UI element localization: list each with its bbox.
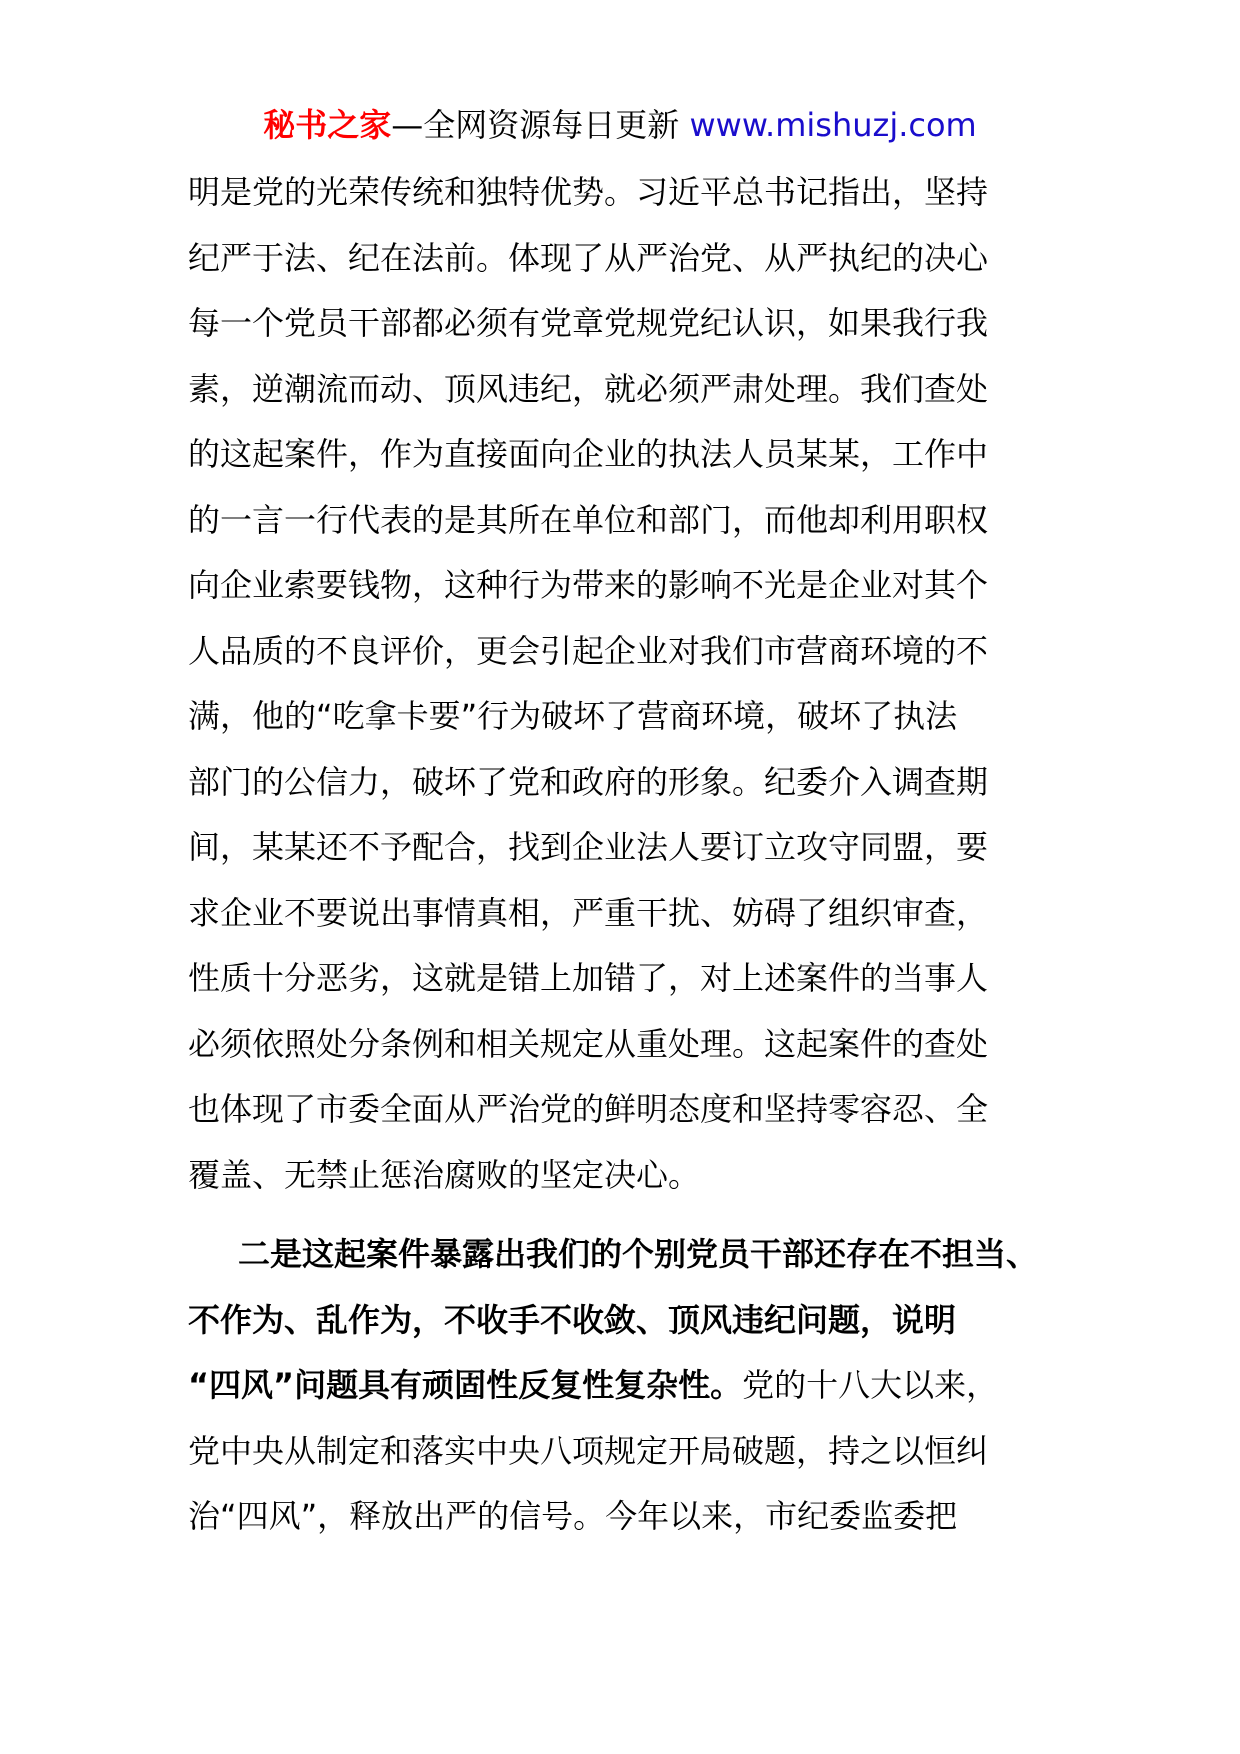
text-line: 部门的公信力，破坏了党和政府的形象。纪委介入调查期: [188, 762, 989, 801]
paragraph-2: [188, 1222, 1088, 1550]
text-line: 的这起案件，作为直接面向企业的执法人员某某，工作中: [188, 435, 989, 473]
site-brand: 秘书之家: [263, 106, 392, 144]
text-line: 向企业索要钱物，这种行为带来的影响不光是企业对其个: [188, 566, 989, 604]
text-line: 治“四风”，释放出严的信号。今年以来，市纪委监委把: [188, 1497, 958, 1535]
site-tagline: —全网资源每日更新: [391, 106, 690, 144]
site-url-link[interactable]: www.mishuzj.com: [689, 106, 977, 144]
text-line: 性质十分恶劣，这就是错上加错了，对上述案件的当事人: [188, 959, 989, 997]
text-line: 纪严于法、纪在法前。体现了从严治党、从严执纪的决心: [188, 238, 989, 277]
heading-line: 不作为、乱作为，不收手不收敛、顶风违纪问题，说明: [188, 1300, 957, 1339]
document-body: [188, 160, 1088, 1550]
text-line: 覆盖、无禁止惩治腐败的坚定决心。: [188, 1155, 701, 1194]
text-line: 党中央从制定和落实中央八项规定开局破题，持之以恒纠: [188, 1431, 989, 1470]
text-line: [188, 1353, 1088, 1419]
text-line: 满，他的“吃拿卡要”行为破坏了营商环境，破坏了执法: [188, 697, 958, 735]
heading-line: 二是这起案件暴露出我们的个别党员干部还存在不担当、: [238, 1235, 1039, 1273]
text-line: 人品质的不良评价，更会引起企业对我们市营商环境的不: [188, 631, 989, 670]
text-fragment: 党的十八大以来，: [742, 1366, 999, 1404]
paragraph-1: [188, 160, 1088, 1208]
text-line: 每一个党员干部都必须有党章党规党纪认识，如果我行我: [188, 304, 989, 342]
heading-fragment: “四风”问题具有顽固性反复性复杂性。: [188, 1366, 743, 1404]
text-line: 求企业不要说出事情真相，严重干扰、妨碍了组织审查，: [188, 893, 989, 932]
text-line: 必须依照处分条例和相关规定从重处理。这起案件的查处: [188, 1024, 989, 1063]
text-line: 的一言一行代表的是其所在单位和部门，而他却利用职权: [188, 500, 989, 539]
site-header: [0, 102, 1240, 148]
text-line: 也体现了市委全面从严治党的鲜明态度和坚持零容忍、全: [188, 1090, 989, 1128]
text-line: 素，逆潮流而动、顶风违纪，就必须严肃处理。我们查处: [188, 369, 989, 408]
text-line: 间，某某还不予配合，找到企业法人要订立攻守同盟，要: [188, 828, 989, 866]
text-line: 明是党的光荣传统和独特优势。习近平总书记指出，坚持: [188, 173, 989, 211]
